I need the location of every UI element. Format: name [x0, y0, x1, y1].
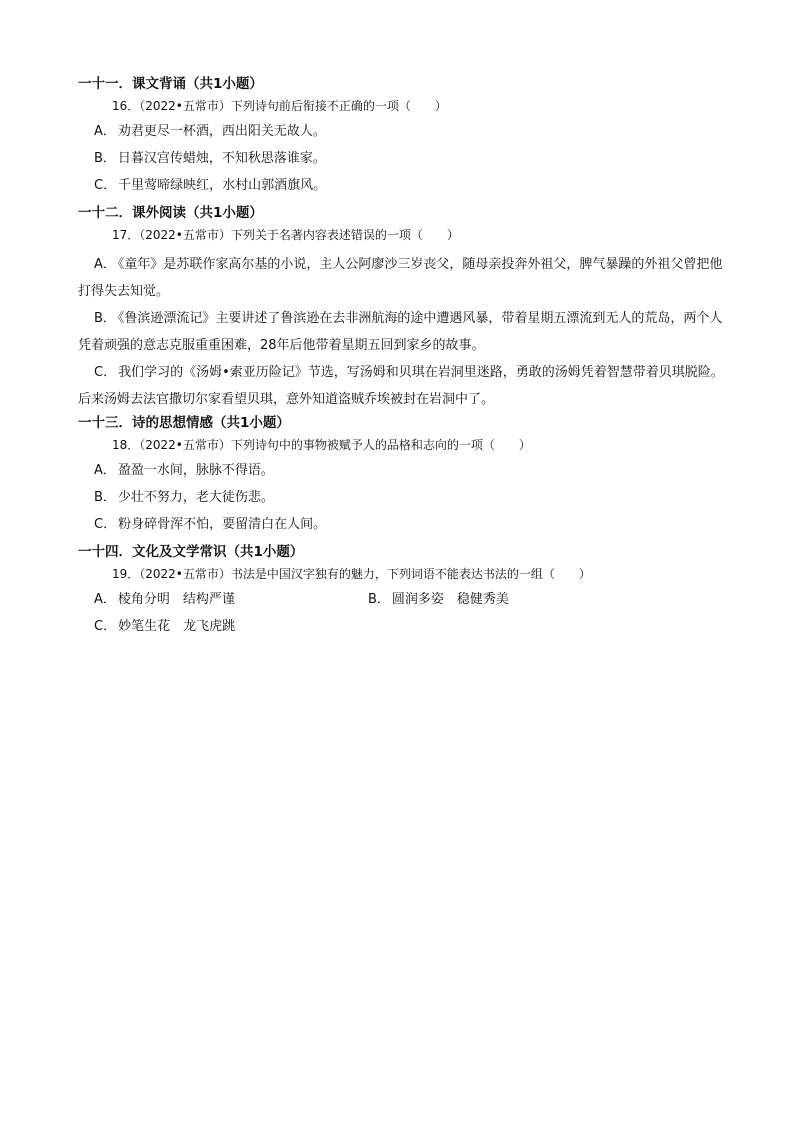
- option-row: [78, 590, 728, 617]
- section-title: 一十二．课外阅读（共1小题）: [78, 205, 263, 221]
- option-c: [78, 359, 728, 413]
- question-stem: 19．（2022•五常市）书法是中国汉字独有的魅力，下列词语不能表达书法的一组（ ）: [112, 567, 591, 581]
- question-stem: 16．（2022•五常市）下列诗句前后衔接不正确的一项（ ）: [112, 99, 447, 113]
- option-text: 棱角分明 结构严谨: [117, 592, 235, 607]
- option-text: 日暮汉宫传蜡烛，不知秋思落谁家。: [117, 151, 326, 166]
- option-letter: C．: [94, 517, 117, 532]
- option-text: 妙笔生花 龙飞虎跳: [118, 619, 236, 634]
- option-letter: B．: [94, 151, 116, 166]
- option-a: [78, 122, 728, 149]
- option-b: [78, 149, 728, 176]
- section-title: 一十一．课文背诵（共1小题）: [78, 76, 263, 92]
- option-c: [78, 617, 728, 644]
- option-text: 《童年》是苏联作家高尔基的小说，主人公阿廖沙三岁丧父，随母亲投奔外祖父，脾气暴躁的外祖父曾把他打得失去知觉。: [78, 257, 723, 299]
- section-title: 一十三．诗的思想情感（共1小题）: [78, 415, 290, 431]
- option-letter: B．: [94, 311, 116, 326]
- option-letter: C．: [94, 178, 117, 193]
- option-text: 我们学习的《汤姆•索亚历险记》节选，写汤姆和贝琪在岩洞里迷路，勇敢的汤姆凭着智慧带着贝琪脱险。后来汤姆去法官撒切尔家看望贝琪，意外知道盗贼乔埃被封在岩洞中了。: [78, 365, 724, 407]
- option-letter: A．: [94, 124, 116, 139]
- option-text: 少壮不努力，老大徒伤悲。: [117, 490, 274, 505]
- option-c: [78, 515, 728, 542]
- section-poem-sentiment: [78, 413, 728, 542]
- option-text: 《鲁滨逊漂流记》主要讲述了鲁滨逊在去非洲航海的途中遭遇风暴，带着星期五漂流到无人的荒岛，两个人凭着顽强的意志克服重重困难，28年后他带着星期五回到家乡的故事。: [78, 311, 723, 353]
- question-stem: 17．（2022•五常市）下列关于名著内容表述错误的一项（ ）: [112, 228, 459, 242]
- option-b: [78, 305, 728, 359]
- option-letter: A．: [94, 257, 116, 272]
- option-b: [368, 590, 509, 617]
- option-letter: B．: [368, 592, 390, 607]
- option-text: 盈盈一水间，脉脉不得语。: [117, 463, 274, 478]
- option-letter: A．: [94, 463, 116, 478]
- option-a: [78, 251, 728, 305]
- option-letter: C．: [94, 619, 117, 634]
- option-text: 圆润多姿 稳健秀美: [391, 592, 509, 607]
- question-stem: 18．（2022•五常市）下列诗句中的事物被赋予人的品格和志向的一项（ ）: [112, 438, 531, 452]
- option-c: [78, 176, 728, 203]
- option-text: 粉身碎骨浑不怕，要留清白在人间。: [118, 517, 327, 532]
- option-text: 千里莺啼绿映红，水村山郭酒旗风。: [118, 178, 327, 193]
- option-b: [78, 488, 728, 515]
- option-letter: B．: [94, 490, 116, 505]
- option-a: [78, 461, 728, 488]
- section-recitation: [78, 74, 728, 203]
- section-extracurricular-reading: [78, 203, 728, 413]
- option-letter: C．: [94, 365, 117, 380]
- option-letter: A．: [94, 592, 116, 607]
- section-title: 一十四．文化及文学常识（共1小题）: [78, 544, 304, 560]
- section-literary-knowledge: [78, 542, 728, 644]
- document-content: [78, 74, 728, 644]
- option-text: 劝君更尽一杯酒，西出阳关无故人。: [117, 124, 326, 139]
- option-a: [94, 590, 368, 617]
